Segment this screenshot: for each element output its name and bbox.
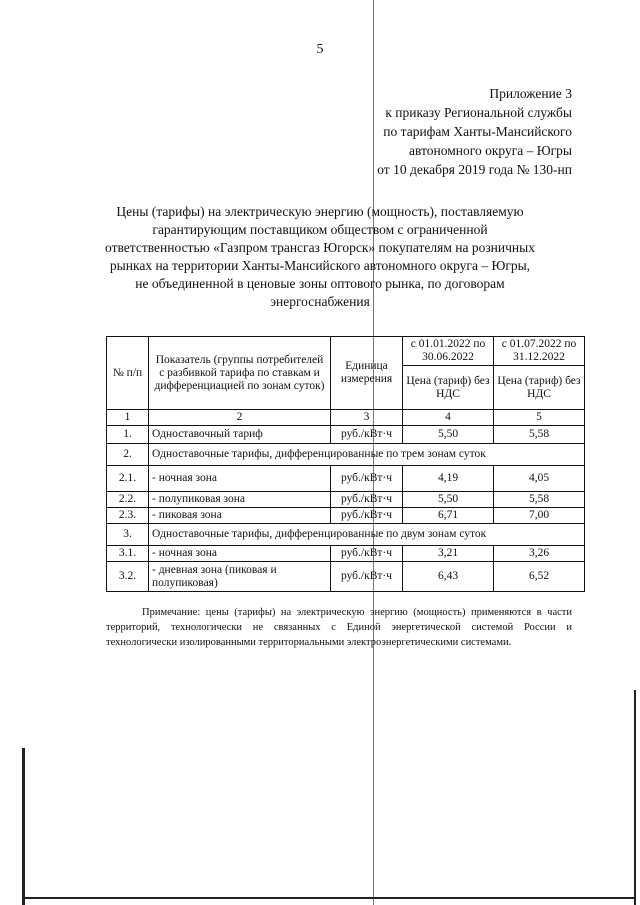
row-num: 2.1. xyxy=(107,466,149,492)
row-value-1: 4,19 xyxy=(403,466,494,492)
row-name: - ночная зона xyxy=(149,466,331,492)
scan-artifact-line-bottom xyxy=(22,897,636,899)
row-unit: руб./кВт·ч xyxy=(331,492,403,508)
row-num: 3. xyxy=(107,524,149,546)
section-title: Одноставочные тарифы, дифференцированные по трем зонам суток xyxy=(149,444,585,466)
appendix-line: по тарифам Ханты-Мансийского xyxy=(383,124,572,139)
row-value-1: 5,50 xyxy=(403,426,494,444)
row-unit: руб./кВт·ч xyxy=(331,562,403,592)
row-value-1: 5,50 xyxy=(403,492,494,508)
row-value-1: 6,71 xyxy=(403,508,494,524)
row-value-1: 3,21 xyxy=(403,546,494,562)
row-value-2: 6,52 xyxy=(494,562,585,592)
column-number: 3 xyxy=(331,410,403,426)
section-title: Одноставочные тарифы, дифференцированные по двум зонам суток xyxy=(149,524,585,546)
header-period-1: с 01.01.2022 по 30.06.2022 xyxy=(403,337,494,366)
title-line: гарантирующим поставщиком обществом с ограниченной xyxy=(152,222,488,237)
row-num: 1. xyxy=(107,426,149,444)
title-line: рынках на территории Ханты-Мансийского автономного округа – Югры, xyxy=(109,258,531,273)
row-unit: руб./кВт·ч xyxy=(331,426,403,444)
page-number: 5 xyxy=(316,42,324,57)
appendix-line: от 10 декабря 2019 года № 130-нп xyxy=(377,162,572,177)
document-title xyxy=(100,203,540,311)
row-value-2: 5,58 xyxy=(494,492,585,508)
header-price-1: Цена (тариф) без НДС xyxy=(403,366,494,410)
row-unit: руб./кВт·ч xyxy=(331,508,403,524)
row-name: - дневная зона (пиковая и полупиковая) xyxy=(149,562,331,592)
table-row xyxy=(107,508,585,524)
note-paragraph: Примечание: цены (тарифы) на электрическую энергию (мощность) применяются в части территорий, технологически не связанных с Единой энергетической системой России и технологически изолированными территориальными электроэнергетическими системами. xyxy=(106,607,572,648)
header-indicator: Показатель (группы потребителей с разбивкой тарифа по ставкам и дифференциацией по зонам суток) xyxy=(149,337,331,410)
row-num: 3.2. xyxy=(107,562,149,592)
title-line: ответственностью «Газпром трансгаз Югорск» покупателям на розничных xyxy=(105,240,535,255)
row-value-2: 3,26 xyxy=(494,546,585,562)
tariff-table xyxy=(106,336,585,592)
appendix-line: автономного округа – Югры xyxy=(409,143,572,158)
column-number: 2 xyxy=(149,410,331,426)
scan-artifact-line-right xyxy=(634,690,636,905)
header-unit: Единица измерения xyxy=(331,337,403,410)
row-num: 2.2. xyxy=(107,492,149,508)
table-section-row xyxy=(107,444,585,466)
row-name: - полупиковая зона xyxy=(149,492,331,508)
scan-artifact-line-left xyxy=(22,748,25,905)
table-section-row xyxy=(107,524,585,546)
table-row xyxy=(107,546,585,562)
row-num: 2. xyxy=(107,444,149,466)
table-row xyxy=(107,492,585,508)
header-num: № п/п xyxy=(107,337,149,410)
column-numbers-row xyxy=(107,410,585,426)
table-row xyxy=(107,466,585,492)
column-number: 5 xyxy=(494,410,585,426)
row-value-2: 4,05 xyxy=(494,466,585,492)
column-number: 4 xyxy=(403,410,494,426)
header-price-2: Цена (тариф) без НДС xyxy=(494,366,585,410)
row-value-2: 7,00 xyxy=(494,508,585,524)
title-line: не объединенной в ценовые зоны оптового рынка, по договорам xyxy=(135,276,505,291)
appendix-line: к приказу Региональной службы xyxy=(385,105,572,120)
title-line: Цены (тарифы) на электрическую энергию (мощность), поставляемую xyxy=(116,204,524,219)
row-name: - пиковая зона xyxy=(149,508,331,524)
row-name: - ночная зона xyxy=(149,546,331,562)
header-period-2: с 01.07.2022 по 31.12.2022 xyxy=(494,337,585,366)
table-row xyxy=(107,426,585,444)
table-row xyxy=(107,562,585,592)
appendix-line: Приложение 3 xyxy=(489,86,572,101)
row-name: Одноставочный тариф xyxy=(149,426,331,444)
row-value-1: 6,43 xyxy=(403,562,494,592)
column-number: 1 xyxy=(107,410,149,426)
row-num: 3.1. xyxy=(107,546,149,562)
appendix-header xyxy=(377,84,572,179)
row-unit: руб./кВт·ч xyxy=(331,546,403,562)
row-value-2: 5,58 xyxy=(494,426,585,444)
row-unit: руб./кВт·ч xyxy=(331,466,403,492)
row-num: 2.3. xyxy=(107,508,149,524)
title-line: энергоснабжения xyxy=(270,294,370,309)
